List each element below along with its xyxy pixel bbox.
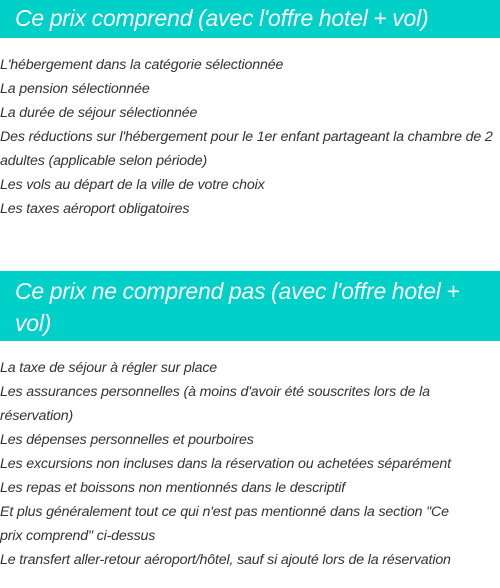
list-item: Et plus généralement tout ce qui n'est pas mentionné dans la section "Ce prix comprend" ci-dessus (0, 504, 449, 544)
list-item: Les assurances personnelles (à moins d'avoir été souscrites lors de la réservation) (0, 384, 430, 424)
list-item: Les excursions non incluses dans la réservation ou achetées séparément (0, 456, 451, 472)
list-item: Des réductions sur l'hébergement pour le 1er enfant partageant la chambre de 2 adultes (applicable selon période) (0, 129, 493, 169)
excludes-section-title: Ce prix ne comprend pas (avec l'offre hotel + vol) (0, 271, 500, 341)
list-item: La durée de séjour sélectionnée (0, 105, 198, 121)
list-item: Les taxes aéroport obligatoires (0, 201, 190, 217)
list-item: La taxe de séjour à régler sur place (0, 360, 218, 376)
includes-list (0, 53, 496, 221)
list-item: Les dépenses personnelles et pourboires (0, 432, 254, 448)
includes-section-title: Ce prix comprend (avec l'offre hotel + vol) (0, 0, 500, 38)
list-item: La pension sélectionnée (0, 81, 150, 97)
list-item: Les repas et boissons non mentionnés dans le descriptif (0, 480, 346, 496)
excludes-list (0, 356, 470, 572)
list-item: L'hébergement dans la catégorie sélectionnée (0, 57, 284, 73)
list-item: Les vols au départ de la ville de votre choix (0, 177, 265, 193)
list-item: Le transfert aller-retour aéroport/hôtel, sauf si ajouté lors de la réservation (0, 552, 451, 568)
